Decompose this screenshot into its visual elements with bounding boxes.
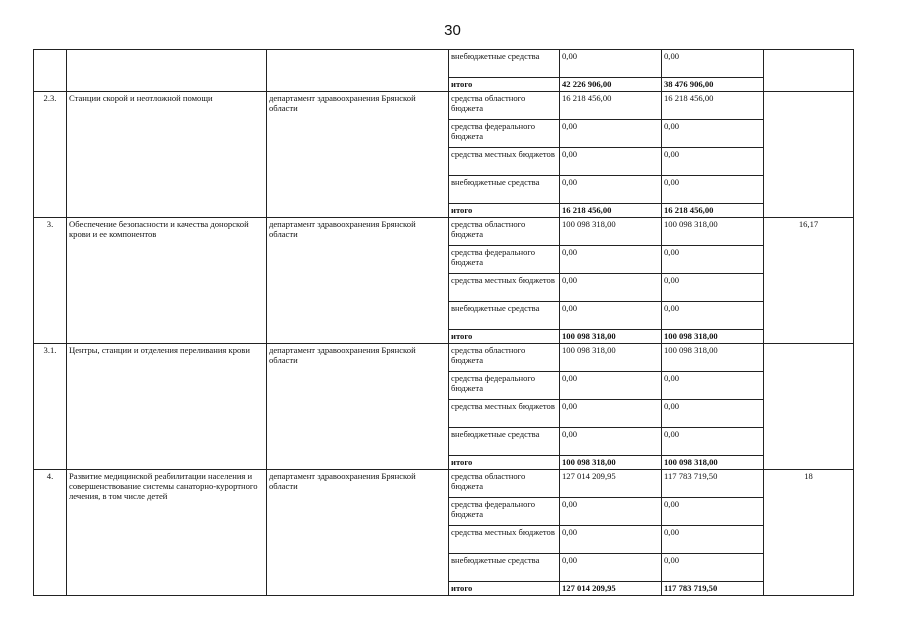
- funding-source: внебюджетные средства: [449, 302, 560, 330]
- amount-planned: 0,00: [560, 302, 662, 330]
- responsible-department: департамент здравоохранения Брянской области: [267, 92, 449, 218]
- amount-actual: 0,00: [662, 176, 764, 204]
- amount-actual: 0,00: [662, 372, 764, 400]
- responsible-department: департамент здравоохранения Брянской области: [267, 344, 449, 470]
- total-label: итого: [449, 204, 560, 218]
- total-label-cell: итого: [449, 78, 560, 92]
- total-actual: 117 783 719,50: [662, 582, 764, 596]
- amount-planned: 0,00: [560, 498, 662, 526]
- total-actual: 16 218 456,00: [662, 204, 764, 218]
- total-planned: 16 218 456,00: [560, 204, 662, 218]
- amount-planned: 100 098 318,00: [560, 218, 662, 246]
- amount-planned: 100 098 318,00: [560, 344, 662, 372]
- name-cell: [67, 50, 267, 92]
- total-label: итого: [449, 582, 560, 596]
- responsible-department: департамент здравоохранения Брянской области: [267, 470, 449, 596]
- total-label: итого: [449, 330, 560, 344]
- amount-actual: 100 098 318,00: [662, 344, 764, 372]
- total-planned: 100 098 318,00: [560, 456, 662, 470]
- page-number: 30: [444, 22, 461, 39]
- section-number: 3.: [34, 218, 67, 344]
- funding-source: средства местных бюджетов: [449, 148, 560, 176]
- amount-actual: 0,00: [662, 428, 764, 456]
- amount-planned: 16 218 456,00: [560, 92, 662, 120]
- indicator-number: 18: [764, 470, 854, 596]
- indicator-cell: [764, 50, 854, 92]
- value-cell: 0,00: [662, 50, 764, 78]
- indicator-number: [764, 344, 854, 470]
- amount-actual: 0,00: [662, 274, 764, 302]
- indicator-number: [764, 92, 854, 218]
- amount-actual: 0,00: [662, 246, 764, 274]
- amount-actual: 0,00: [662, 120, 764, 148]
- funding-table: [33, 49, 854, 596]
- amount-actual: 117 783 719,50: [662, 470, 764, 498]
- funding-source: средства местных бюджетов: [449, 400, 560, 428]
- amount-planned: 0,00: [560, 120, 662, 148]
- source-cell: внебюджетные средства: [449, 50, 560, 78]
- amount-planned: 0,00: [560, 554, 662, 582]
- dept-cell: [267, 50, 449, 92]
- funding-source: средства федерального бюджета: [449, 372, 560, 400]
- amount-actual: 0,00: [662, 302, 764, 330]
- amount-planned: 0,00: [560, 274, 662, 302]
- amount-planned: 0,00: [560, 526, 662, 554]
- funding-source: внебюджетные средства: [449, 554, 560, 582]
- value-cell: 0,00: [560, 50, 662, 78]
- funding-source: средства местных бюджетов: [449, 274, 560, 302]
- amount-actual: 0,00: [662, 498, 764, 526]
- section-name: Развитие медицинской реабилитации населения и совершенствование системы санаторно-курортного лечения, в том числе детей: [67, 470, 267, 596]
- funding-source: средства областного бюджета: [449, 218, 560, 246]
- indicator-number: 16,17: [764, 218, 854, 344]
- total-label: итого: [449, 456, 560, 470]
- funding-source: средства областного бюджета: [449, 344, 560, 372]
- section-name: Станции скорой и неотложной помощи: [67, 92, 267, 218]
- responsible-department: департамент здравоохранения Брянской области: [267, 218, 449, 344]
- amount-planned: 0,00: [560, 400, 662, 428]
- amount-planned: 127 014 209,95: [560, 470, 662, 498]
- funding-source: средства областного бюджета: [449, 470, 560, 498]
- amount-actual: 0,00: [662, 526, 764, 554]
- total-value-cell: 42 226 906,00: [560, 78, 662, 92]
- amount-planned: 0,00: [560, 428, 662, 456]
- total-actual: 100 098 318,00: [662, 330, 764, 344]
- amount-planned: 0,00: [560, 372, 662, 400]
- total-actual: 100 098 318,00: [662, 456, 764, 470]
- total-planned: 100 098 318,00: [560, 330, 662, 344]
- table-row: [34, 50, 854, 78]
- amount-actual: 100 098 318,00: [662, 218, 764, 246]
- section-number: 4.: [34, 470, 67, 596]
- num-cell: [34, 50, 67, 92]
- funding-source: средства федерального бюджета: [449, 498, 560, 526]
- funding-source: средства местных бюджетов: [449, 526, 560, 554]
- amount-planned: 0,00: [560, 246, 662, 274]
- section-name: Обеспечение безопасности и качества донорской крови и ее компонентов: [67, 218, 267, 344]
- amount-actual: 0,00: [662, 148, 764, 176]
- total-value-cell: 38 476 906,00: [662, 78, 764, 92]
- funding-source: внебюджетные средства: [449, 176, 560, 204]
- funding-source: средства федерального бюджета: [449, 246, 560, 274]
- amount-planned: 0,00: [560, 148, 662, 176]
- funding-source: внебюджетные средства: [449, 428, 560, 456]
- table-row: [34, 344, 854, 372]
- table-row: [34, 470, 854, 498]
- section-number: 3.1.: [34, 344, 67, 470]
- section-name: Центры, станции и отделения переливания крови: [67, 344, 267, 470]
- amount-actual: 16 218 456,00: [662, 92, 764, 120]
- funding-source: средства областного бюджета: [449, 92, 560, 120]
- amount-planned: 0,00: [560, 176, 662, 204]
- total-planned: 127 014 209,95: [560, 582, 662, 596]
- amount-actual: 0,00: [662, 400, 764, 428]
- table-row: [34, 218, 854, 246]
- amount-actual: 0,00: [662, 554, 764, 582]
- table-row: [34, 92, 854, 120]
- section-number: 2.3.: [34, 92, 67, 218]
- funding-source: средства федерального бюджета: [449, 120, 560, 148]
